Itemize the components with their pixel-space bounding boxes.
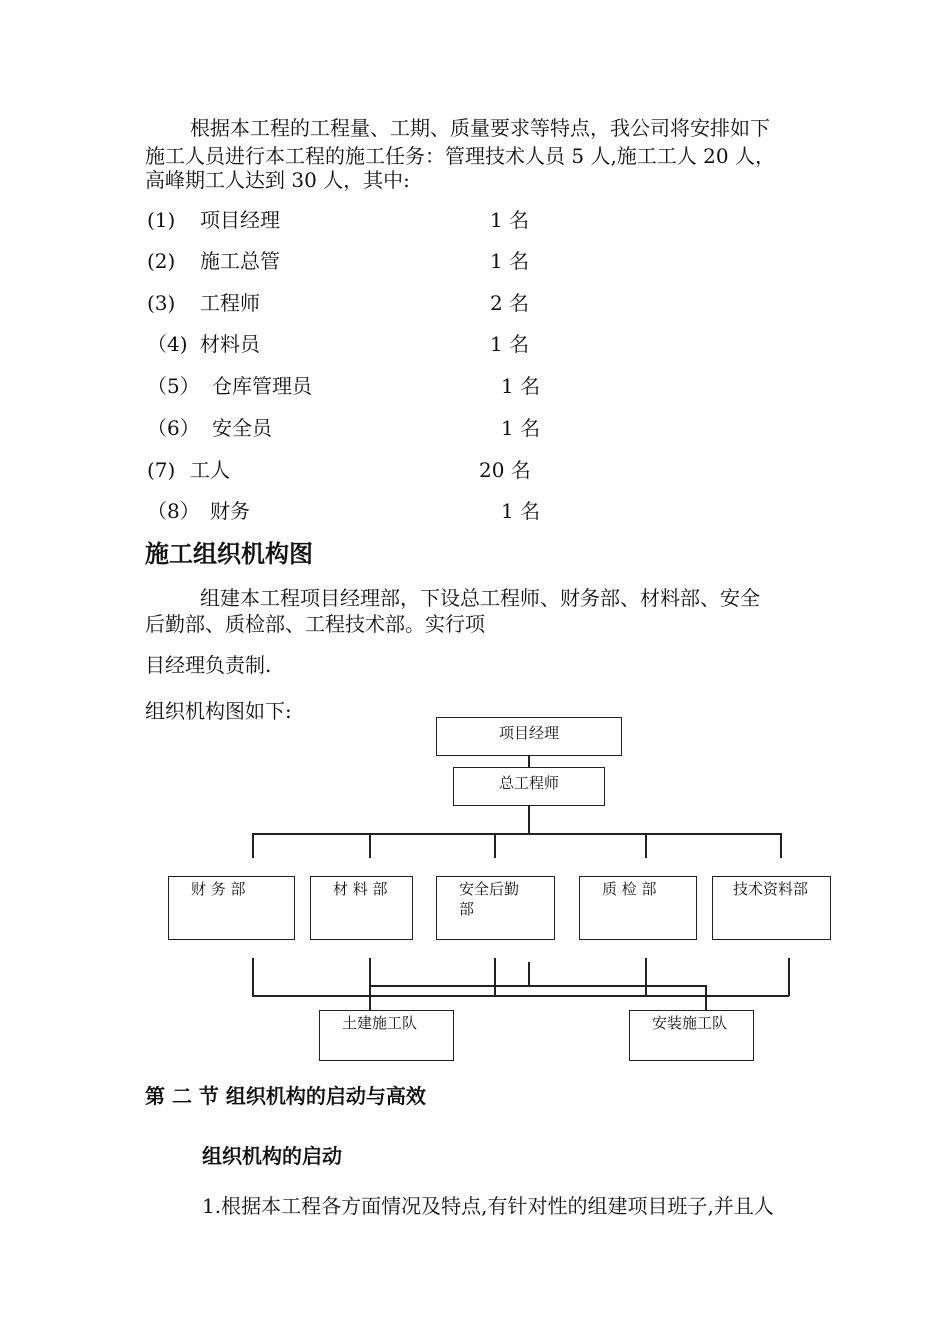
connector-line (252, 995, 789, 997)
staff-role: 工程师 (200, 291, 260, 315)
staff-count: 1 名 (501, 416, 541, 440)
paragraph-1: 1.根据本工程各方面情况及特点,有针对性的组建项目班子,并且人 (202, 1194, 774, 1218)
staff-count: 1 名 (490, 249, 530, 273)
section2-title: 第 二 节 组织机构的启动与高效 (145, 1084, 426, 1108)
org-desc-line-1: 组建本工程项目经理部，下设总工程师、财务部、材料部、安全 (200, 586, 760, 610)
staff-role: 安全员 (212, 416, 272, 440)
org-node-label: 安装施工队 (652, 1014, 728, 1032)
staff-count: 20 名 (479, 458, 531, 482)
org-desc-line-4: 组织机构图如下: (145, 699, 292, 723)
staff-num: （4) (147, 332, 188, 356)
staff-role: 工人 (190, 458, 230, 482)
connector-line (528, 806, 530, 834)
intro-line-2: 施工人员进行本工程的施工任务：管理技术人员 5 人,施工工人 20 人， (145, 144, 775, 168)
org-node-label: 土建施工队 (342, 1014, 418, 1032)
staff-num: （5） (147, 374, 200, 398)
org-node-finance (168, 876, 295, 940)
connector-line (528, 962, 530, 986)
org-node-materials (310, 876, 413, 940)
intro-line-3: 高峰期工人达到 30 人，其中: (145, 168, 410, 192)
org-node-label: 项目经理 (498, 724, 559, 742)
staff-count: 1 名 (490, 332, 530, 356)
org-node-tech-docs (712, 876, 831, 940)
org-node-quality (579, 876, 697, 940)
org-node-label: 技术资料部 (733, 880, 809, 898)
org-node-civil-team (319, 1010, 454, 1061)
staff-count: 2 名 (490, 291, 530, 315)
connector-line (780, 833, 782, 858)
staff-num: (3) (147, 291, 176, 315)
org-node-label: 财 务 部 (191, 880, 246, 898)
staff-count: 1 名 (490, 208, 530, 232)
org-node-label: 总工程师 (498, 774, 559, 792)
staff-role: 财务 (210, 499, 250, 523)
org-node-label: 安全后勤部 (459, 880, 520, 918)
connector-line (645, 833, 647, 858)
connector-line (788, 958, 790, 996)
org-desc-line-2: 后勤部、质检部、工程技术部。实行项 (145, 612, 485, 636)
connector-line (369, 833, 371, 858)
staff-role: 材料员 (200, 332, 260, 356)
org-node-chief-engineer (453, 767, 605, 806)
org-node-project-manager (436, 717, 622, 756)
org-node-label: 质 检 部 (602, 880, 657, 898)
connector-line (252, 958, 254, 996)
connector-line (528, 756, 530, 767)
staff-role: 项目经理 (200, 208, 280, 232)
connector-line (369, 985, 706, 987)
staff-num: （6） (147, 416, 200, 440)
staff-role: 仓库管理员 (212, 374, 312, 398)
org-node-install-team (629, 1010, 754, 1061)
connector-line (369, 958, 371, 1010)
intro-line-1: 根据本工程的工程量、工期、质量要求等特点，我公司将安排如下 (190, 116, 770, 140)
staff-count: 1 名 (501, 374, 541, 398)
org-node-label: 材 料 部 (333, 880, 388, 898)
section-title: 施工组织机构图 (145, 540, 313, 568)
connector-line (645, 958, 647, 996)
connector-line (252, 833, 254, 858)
connector-line (494, 958, 496, 996)
staff-num: (1) (147, 208, 176, 232)
org-node-safety-logistics (436, 876, 555, 940)
staff-role: 施工总管 (200, 249, 280, 273)
connector-line (494, 833, 496, 858)
staff-num: (2) (147, 249, 176, 273)
staff-count: 1 名 (501, 499, 541, 523)
connector-line (705, 985, 707, 1010)
org-desc-line-3: 目经理负责制. (145, 653, 272, 677)
staff-num: （8） (147, 499, 200, 523)
subsection-title: 组织机构的启动 (202, 1144, 342, 1168)
connector-line (252, 833, 781, 835)
staff-num: (7) (147, 458, 176, 482)
